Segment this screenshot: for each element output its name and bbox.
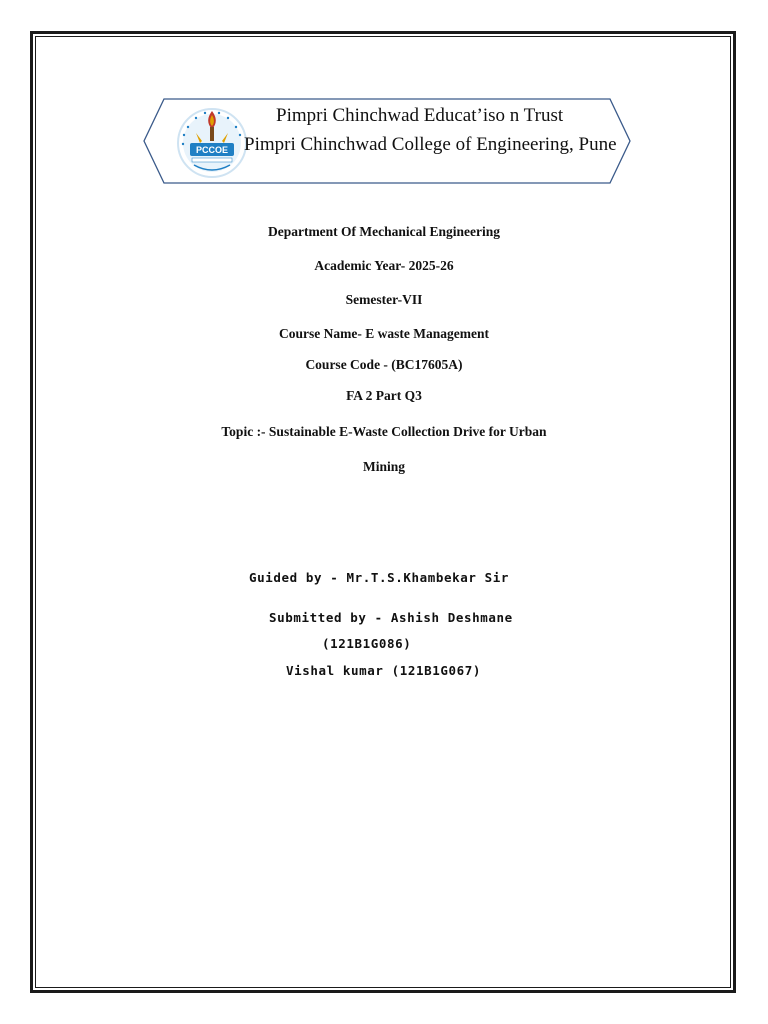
trust-name: Pimpri Chinchwad Educat’iso n Trust bbox=[276, 105, 564, 126]
logo-text: PCCOE bbox=[195, 145, 229, 155]
student1-id: (121B1G086) bbox=[322, 636, 412, 651]
course-code: Course Code - (BC17605A) bbox=[305, 357, 463, 372]
guided-by: Guided by - Mr.T.S.Khambekar Sir bbox=[249, 570, 510, 585]
academic-year: Academic Year- 2025-26 bbox=[314, 258, 454, 273]
topic-line-2: Mining bbox=[362, 459, 405, 474]
course-name: Course Name- E waste Management bbox=[279, 326, 489, 341]
student2: Vishal kumar (121B1G067) bbox=[286, 663, 482, 678]
institution-header-banner bbox=[142, 97, 632, 185]
pccoe-logo-icon bbox=[172, 103, 252, 179]
college-name: Pimpri Chinchwad College of Engineering, Pune bbox=[244, 134, 617, 155]
topic-line-1: Topic :- Sustainable E-Waste Collection Drive for Urban bbox=[221, 424, 547, 439]
department-name: Department Of Mechanical Engineering bbox=[267, 224, 501, 239]
submitted-by: Submitted by - Ashish Deshmane bbox=[269, 610, 513, 625]
assessment-label: FA 2 Part Q3 bbox=[346, 388, 422, 403]
semester: Semester-VII bbox=[345, 292, 423, 307]
